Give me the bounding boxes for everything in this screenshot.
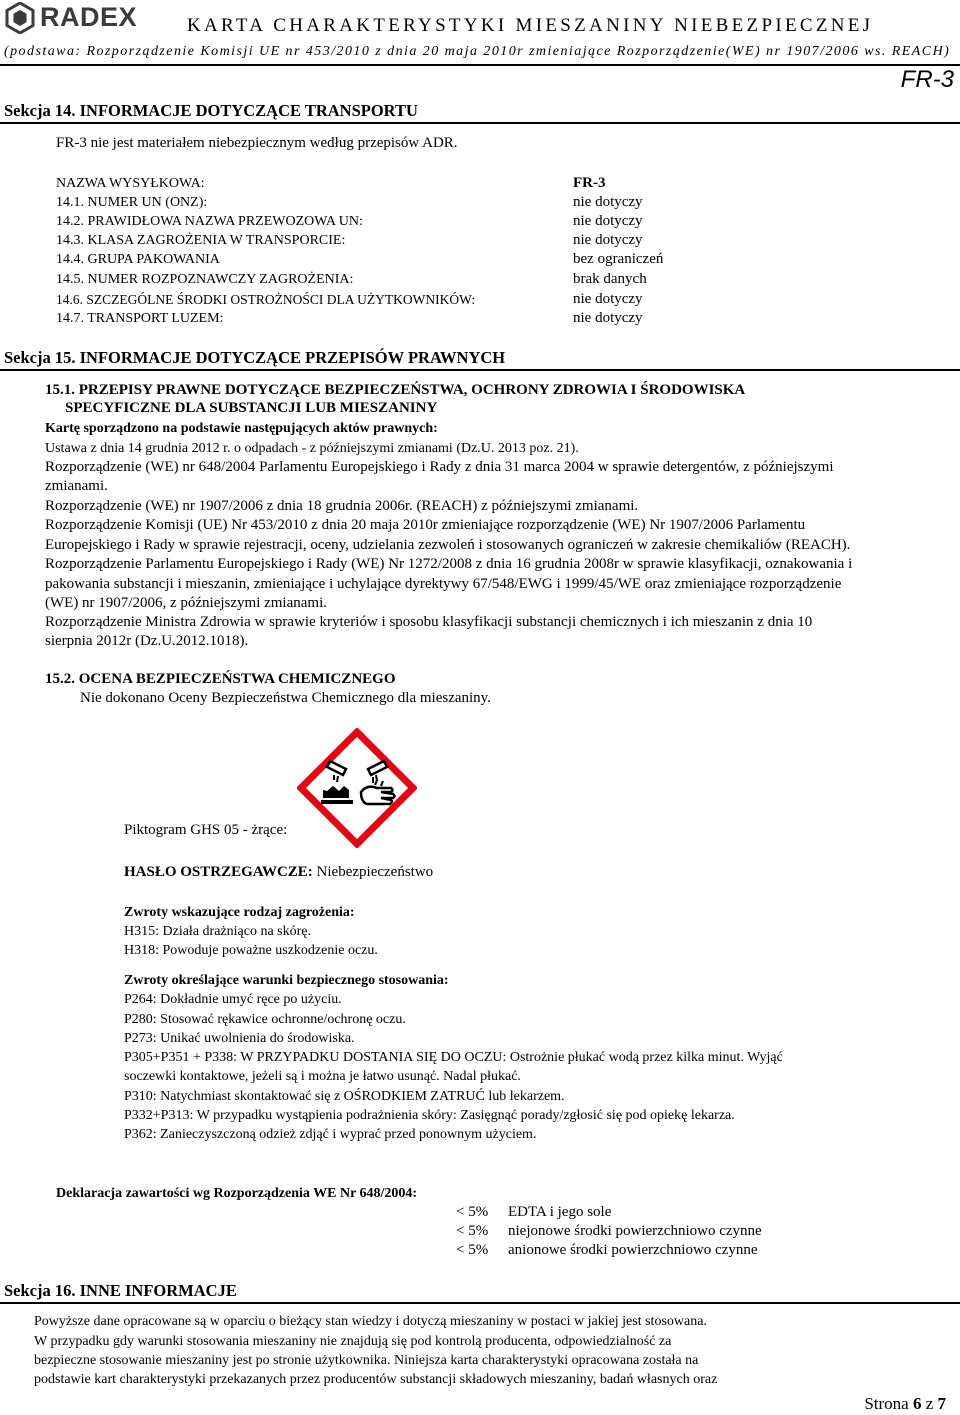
legal-act-line: Rozporządzenie Komisji (UE) Nr 453/2010 z dnia 20 maja 2010r zmieniające rozporządzenie (WE) Nr 1907/2006 Parlamentu <box>45 517 806 533</box>
transport-label: 14.1. NUMER UN (ONZ): <box>56 195 208 210</box>
legal-act-line: Ustawa z dnia 14 grudnia 2012 r. o odpadach - z późniejszymi zmianami (Dz.U. 2013 poz. 21). <box>45 441 579 456</box>
page-total: 7 <box>937 1394 946 1413</box>
transport-value: nie dotyczy <box>573 310 643 326</box>
hazard-statements-title: Zwroty wskazujące rodzaj zagrożenia: <box>124 905 355 920</box>
transport-label: 14.2. PRAWIDŁOWA NAZWA PRZEWOZOWA UN: <box>56 214 363 229</box>
page-current: 6 <box>912 1394 922 1413</box>
signal-word-label: HASŁO OSTRZEGAWCZE: <box>124 864 313 880</box>
legal-act-line: Rozporządzenie (WE) nr 1907/2006 z dnia 18 grudnia 2006r. (REACH) z późniejszymi zmianami. <box>45 498 639 514</box>
legal-basis-intro: Kartę sporządzono na podstawie następujących aktów prawnych: <box>45 421 438 436</box>
section16-title: Sekcja 16. INNE INFORMACJE <box>4 1281 237 1300</box>
transport-label: 14.5. NUMER ROZPOZNAWCZY ZAGROŻENIA: <box>56 272 354 287</box>
hazard-statement: H315: Działa drażniąco na skórę. <box>124 924 311 939</box>
logo-text: RADEX <box>40 2 138 32</box>
pictogram-label: Piktogram GHS 05 - żrące: <box>124 822 288 838</box>
precautionary-statement: soczewki kontaktowe, jeżeli są i można je łatwo usunąć. Nadal płukać. <box>124 1069 521 1084</box>
legal-act-line: sierpnia 2012r (Dz.U.2012.1018). <box>45 633 249 649</box>
legal-act-line: pakowania substancji i mieszanin, zmieniające i uchylające dyrektywy 67/548/EWG i 1999/45/WE oraz zmieniające rozporządzenie <box>45 576 842 592</box>
signal-word: Niebezpieczeństwo <box>316 864 434 880</box>
transport-value: brak danych <box>573 271 647 287</box>
other-info-line: bezpieczne stosowanie mieszaniny jest po stronie użytkownika. Niniejsza karta charakterystyki opracowana została na <box>34 1353 699 1368</box>
ghs05-corrosive-icon <box>297 728 417 848</box>
legal-act-line: Rozporządzenie Parlamentu Europejskiego i Rady (WE) Nr 1272/2008 z dnia 16 grudnia 2008r w sprawie klasyfikacji, oznakowania i <box>45 556 853 572</box>
section15-2-text: Nie dokonano Oceny Bezpieczeństwa Chemicznego dla mieszaniny. <box>80 690 491 706</box>
declaration-amount: < 5% <box>456 1223 489 1239</box>
precautionary-statement: P264: Dokładnie umyć ręce po użyciu. <box>124 992 342 1007</box>
precautionary-statement: P273: Unikać uwolnienia do środowiska. <box>124 1031 355 1046</box>
precautionary-statement: P310: Natychmiast skontaktować się z OŚRODKIEM ZATRUĆ lub lekarzem. <box>124 1089 565 1104</box>
section14-divider <box>0 122 960 124</box>
precautionary-statement: P362: Zanieczyszczoną odzież zdjąć i wyprać przed ponownym użyciem. <box>124 1127 537 1142</box>
section14-title: Sekcja 14. INFORMACJE DOTYCZĄCE TRANSPORTU <box>4 101 418 120</box>
precautionary-statement: P280: Stosować rękawice ochronne/ochronę oczu. <box>124 1012 406 1027</box>
declaration-substance: niejonowe środki powierzchniowo czynne <box>508 1223 762 1239</box>
section16-divider <box>0 1302 960 1304</box>
page-number <box>864 1394 946 1414</box>
page-separator: z <box>925 1394 934 1413</box>
legal-act-line: zmianami. <box>45 478 108 494</box>
signal-word-row <box>124 864 433 881</box>
section15-1-title: 15.1. PRZEPISY PRAWNE DOTYCZĄCE BEZPIECZEŃSTWA, OCHRONY ZDROWIA I ŚRODOWISKA <box>45 382 746 398</box>
transport-value: FR-3 <box>573 175 606 191</box>
product-code: FR-3 <box>900 66 954 93</box>
declaration-amount: < 5% <box>456 1204 489 1220</box>
document-basis: (podstawa: Rozporządzenie Komisji UE nr 453/2010 z dnia 20 maja 2010r zmieniające Rozporządzenie(WE) nr 1907/2006 ws. REACH) <box>4 44 951 59</box>
transport-label: 14.4. GRUPA PAKOWANIA <box>56 252 220 267</box>
hazard-statement: H318: Powoduje poważne uszkodzenie oczu. <box>124 943 378 958</box>
transport-label: 14.6. SZCZEGÓLNE ŚRODKI OSTROŻNOŚCI DLA UŻYTKOWNIKÓW: <box>56 292 476 307</box>
transport-value: nie dotyczy <box>573 194 643 210</box>
other-info-line: W przypadku gdy warunki stosowania mieszaniny nie znajdują się pod kontrolą producenta, odpowiedzialność za <box>34 1334 672 1349</box>
transport-value: bez ograniczeń <box>573 251 664 267</box>
declaration-amount: < 5% <box>456 1242 489 1258</box>
section15-divider <box>0 369 960 371</box>
transport-value: nie dotyczy <box>573 213 643 229</box>
legal-act-line: Rozporządzenie Ministra Zdrowia w sprawie kryteriów i sposobu klasyfikacji substancji chemicznych i ich mieszanin z dnia 10 <box>45 614 813 630</box>
transport-label: 14.3. KLASA ZAGROŻENIA W TRANSPORCIE: <box>56 233 346 248</box>
header-divider <box>0 64 960 66</box>
section15-1-title-cont: SPECYFICZNE DLA SUBSTANCJI LUB MIESZANINY <box>65 400 438 416</box>
page-prefix: Strona <box>864 1394 909 1413</box>
radex-logo <box>4 2 136 34</box>
document-title: KARTA CHARAKTERYSTYKI MIESZANINY NIEBEZPIECZNEJ <box>187 15 874 36</box>
declaration-title: Deklaracja zawartości wg Rozporządzenia WE Nr 648/2004: <box>56 1186 418 1201</box>
transport-label: NAZWA WYSYŁKOWA: <box>56 176 205 191</box>
radex-logo-icon <box>4 2 36 34</box>
other-info-line: podstawie kart charakterystyki przekazanych przez producentów substancji składowych mieszaniny, badań własnych oraz <box>34 1372 718 1387</box>
transport-label: 14.7. TRANSPORT LUZEM: <box>56 311 224 326</box>
section15-2-title: 15.2. OCENA BEZPIECZEŃSTWA CHEMICZNEGO <box>45 671 396 687</box>
legal-act-line: Europejskiego i Rady w sprawie rejestracji, oceny, udzielania zezwoleń i stosowanych ograniczeń w zakresie chemikaliów (REACH). <box>45 537 851 553</box>
transport-value: nie dotyczy <box>573 232 643 248</box>
legal-act-line: (WE) nr 1907/2006, z późniejszymi zmianami. <box>45 595 328 611</box>
precautionary-statement: P332+P313: W przypadku wystąpienia podrażnienia skóry: Zasięgnąć porady/zgłosić się pod opiekę lekarza. <box>124 1108 735 1123</box>
section15-title: Sekcja 15. INFORMACJE DOTYCZĄCE PRZEPISÓW PRAWNYCH <box>4 348 506 367</box>
declaration-substance: EDTA i jego sole <box>508 1204 612 1220</box>
section14-intro: FR-3 nie jest materiałem niebezpiecznym według przepisów ADR. <box>56 135 458 151</box>
other-info-line: Powyższe dane opracowane są w oparciu o bieżący stan wiedzy i dotyczą mieszaniny w postaci w jakiej jest stosowana. <box>34 1314 707 1329</box>
precautionary-statements-title: Zwroty określające warunki bezpiecznego stosowania: <box>124 973 449 988</box>
transport-value: nie dotyczy <box>573 291 643 307</box>
declaration-substance: anionowe środki powierzchniowo czynne <box>508 1242 758 1258</box>
legal-act-line: Rozporządzenie (WE) nr 648/2004 Parlamentu Europejskiego i Rady z dnia 31 marca 2004 w sprawie detergentów, z późniejszymi <box>45 459 834 475</box>
precautionary-statement: P305+P351 + P338: W PRZYPADKU DOSTANIA SIĘ DO OCZU: Ostrożnie płukać wodą przez kilka minut. Wyjąć <box>124 1050 783 1065</box>
